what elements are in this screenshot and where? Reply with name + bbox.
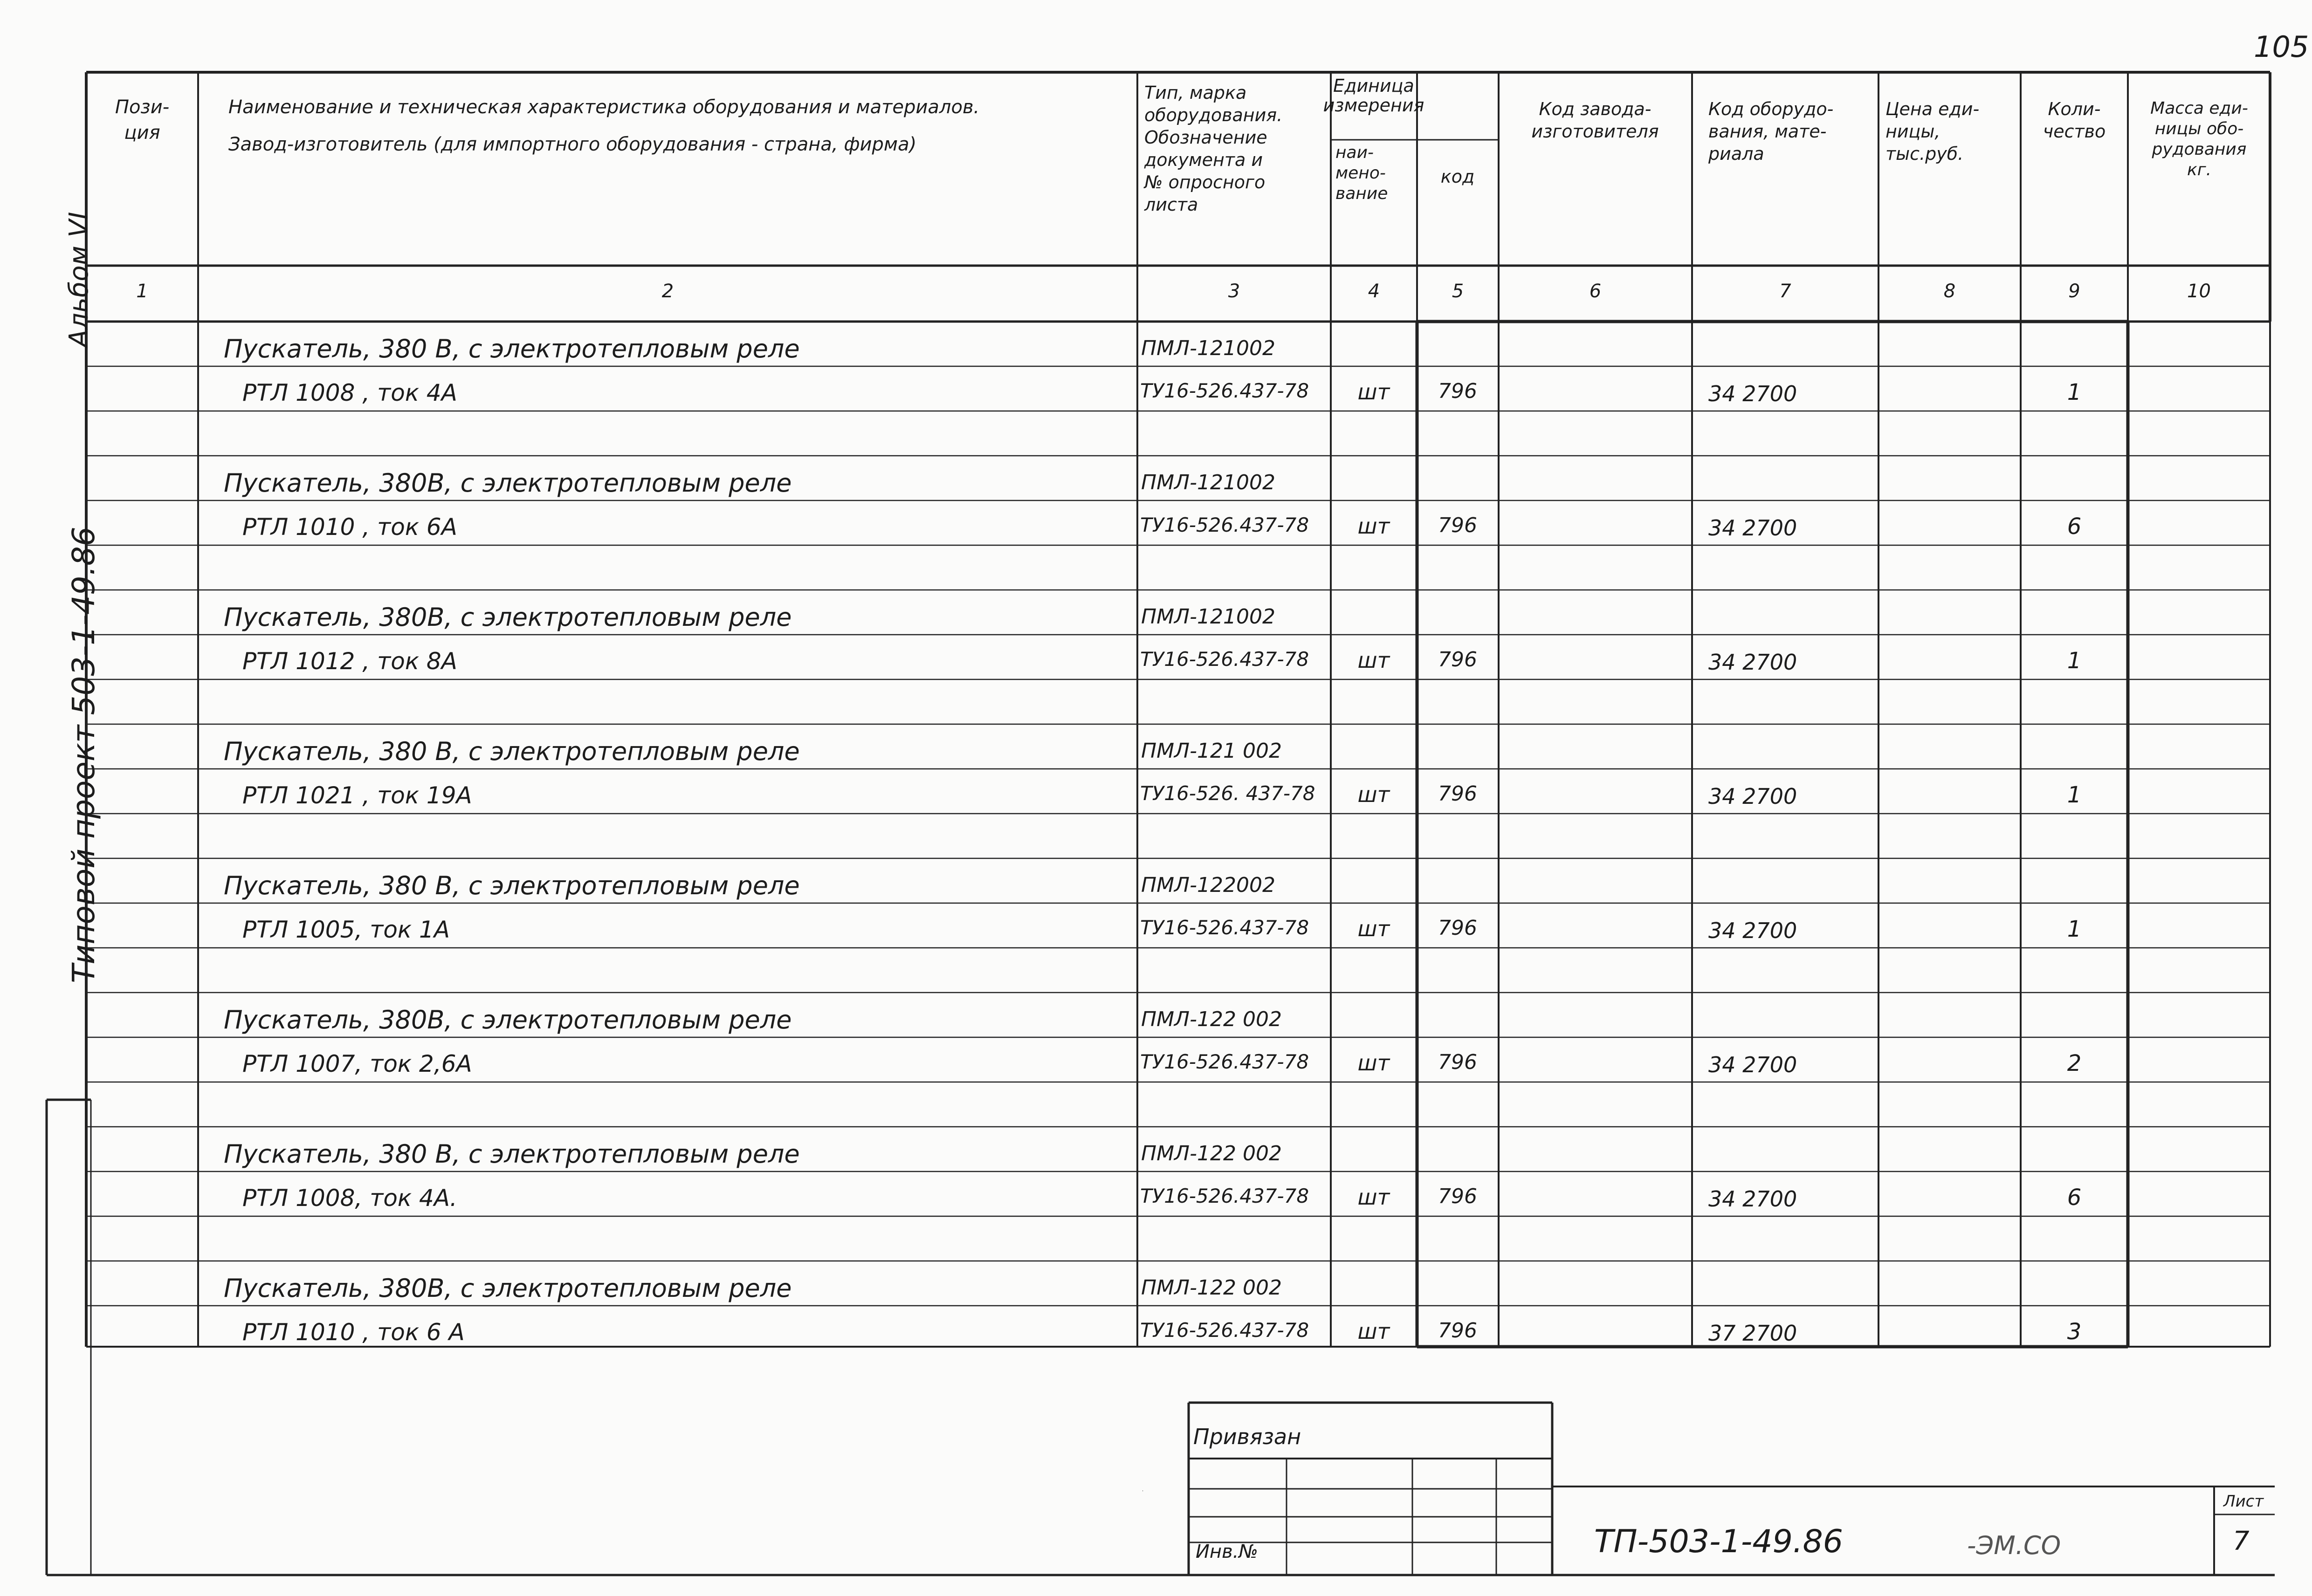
item-relay: РТЛ 1008 , ток 4А [242,379,457,406]
header-equip-code: вания, мате- [1708,121,1827,142]
item-type: ПМЛ-121 002 [1141,739,1282,763]
item-doc: ТУ16-526.437-78 [1140,916,1309,939]
column-number: 1 [136,281,148,302]
item-qty: 1 [2067,648,2082,674]
item-relay: РТЛ 1010 , ток 6 А [242,1319,465,1346]
item-equip-code: 34 2700 [1708,784,1797,809]
header-equip-code: риала [1708,144,1764,164]
stamp-sheet-label: Лист [2223,1492,2264,1511]
stamp-bound-label: Привязан [1193,1424,1301,1449]
column-number: 9 [2068,281,2080,302]
item-unit: шт [1357,514,1390,539]
item-type: ПМЛ-121002 [1141,336,1275,360]
stamp-doc-suffix: -ЭМ.СО [1967,1531,2061,1560]
item-unit: шт [1357,782,1390,807]
header-position: Пози- [115,96,170,118]
header-unit-code: код [1440,166,1475,187]
header-position: ция [124,122,160,144]
column-number: 2 [661,281,674,302]
item-relay: РТЛ 1008, ток 4А. [242,1185,457,1212]
header-plant-code: изготовителя [1531,121,1659,142]
stamp-inv-label: Инв.№ [1196,1541,1258,1562]
header-unit: измерения [1323,95,1424,116]
item-doc: ТУ16-526.437-78 [1140,1050,1309,1073]
item-unit-code: 796 [1438,1319,1477,1343]
item-name: Пускатель, 380В, с электротепловым реле [224,468,792,498]
stamp-doc-code: ТП-503-1-49.86 [1594,1523,1844,1560]
item-relay: РТЛ 1012 , ток 8А [242,648,457,675]
item-unit-code: 796 [1438,1185,1477,1208]
item-unit: шт [1357,379,1390,404]
column-number: 3 [1228,281,1240,302]
item-doc: ТУ16-526.437-78 [1140,1185,1309,1207]
item-name: Пускатель, 380 В, с электротепловым реле [224,334,800,363]
item-equip-code: 37 2700 [1708,1321,1797,1346]
item-unit-code: 796 [1438,514,1477,537]
header-equip-code: Код оборудо- [1708,99,1834,119]
item-equip-code: 34 2700 [1708,1052,1797,1077]
item-name: Пускатель, 380 В, с электротепловым реле [224,737,800,766]
item-unit-code: 796 [1438,782,1477,806]
scan-dot: . [1142,1487,1144,1493]
album-label: Альбом VI [64,212,94,348]
column-number: 4 [1368,281,1380,302]
item-qty: 1 [2067,782,2082,808]
item-equip-code: 34 2700 [1708,515,1797,541]
column-number: 10 [2187,281,2211,302]
item-doc: ТУ16-526.437-78 [1140,514,1309,536]
header-type: оборудования. [1144,105,1283,125]
page-number: 105 [2254,30,2309,64]
header-unit: Единица [1333,75,1414,96]
item-qty: 3 [2067,1319,2082,1345]
item-doc: ТУ16-526. 437-78 [1140,782,1315,805]
item-doc: ТУ16-526.437-78 [1140,1319,1309,1342]
item-type: ПМЛ-122002 [1141,873,1275,897]
item-type: ПМЛ-122 002 [1141,1276,1282,1300]
header-mass: кг. [2187,160,2212,179]
item-unit-code: 796 [1438,1050,1477,1074]
header-mass: рудования [2152,140,2247,159]
item-type: ПМЛ-122 002 [1141,1007,1282,1031]
item-name: Пускатель, 380 В, с электротепловым реле [224,1139,800,1169]
header-type: № опросного [1144,172,1266,192]
item-equip-code: 34 2700 [1708,1186,1797,1212]
item-type: ПМЛ-122 002 [1141,1142,1282,1165]
item-equip-code: 34 2700 [1708,650,1797,675]
header-type: Тип, марка [1144,82,1247,103]
item-unit-code: 796 [1438,379,1477,403]
header-unit-name: наи- [1335,143,1374,162]
header-mass: Масса еди- [2150,99,2248,118]
item-unit-code: 796 [1438,916,1477,940]
item-equip-code: 34 2700 [1708,918,1797,943]
item-doc: ТУ16-526.437-78 [1140,379,1309,402]
header-price: ницы, [1885,121,1940,142]
item-qty: 6 [2067,1185,2082,1211]
item-relay: РТЛ 1005, ток 1А [242,916,450,943]
column-number: 8 [1943,281,1956,302]
header-price: тыс.руб. [1885,144,1964,164]
item-qty: 6 [2067,514,2082,540]
item-name: Пускатель, 380В, с электротепловым реле [224,1274,792,1303]
header-qty: Коли- [2048,99,2101,119]
item-qty: 1 [2067,916,2082,942]
item-unit-code: 796 [1438,648,1477,671]
column-number: 6 [1589,281,1602,302]
item-relay: РТЛ 1007, ток 2,6А [242,1050,472,1077]
header-plant-code: Код завода- [1539,99,1651,119]
header-type: Обозначение [1144,127,1267,148]
item-qty: 1 [2067,379,2082,405]
item-unit: шт [1357,1185,1390,1210]
header-name: Наименование и техническая характеристика оборудования и материалов. [228,96,980,118]
item-relay: РТЛ 1021 , ток 19А [242,782,472,809]
column-number: 7 [1779,281,1791,302]
item-equip-code: 34 2700 [1708,381,1797,406]
header-type: документа и [1144,150,1263,170]
item-relay: РТЛ 1010 , ток 6А [242,514,457,541]
header-unit-name: вание [1335,184,1388,203]
column-number: 5 [1452,281,1464,302]
item-name: Пускатель, 380В, с электротепловым реле [224,1005,792,1034]
stamp-sheet-number: 7 [2233,1526,2250,1556]
item-unit: шт [1357,916,1390,941]
header-unit-name: мено- [1335,164,1386,183]
item-name: Пускатель, 380В, с электротепловым реле [224,603,792,632]
header-type: листа [1144,194,1198,215]
item-unit: шт [1357,1319,1390,1344]
item-unit: шт [1357,1050,1390,1075]
item-name: Пускатель, 380 В, с электротепловым реле [224,871,800,900]
item-qty: 2 [2067,1050,2082,1076]
item-type: ПМЛ-121002 [1141,471,1275,494]
header-qty: чество [2043,121,2106,142]
item-doc: ТУ16-526.437-78 [1140,648,1309,671]
header-name: Завод-изготовитель (для импортного оборудования - страна, фирма) [228,134,917,155]
header-mass: ницы обо- [2154,119,2244,138]
item-unit: шт [1357,648,1390,673]
project-label: Типовой проект 503-1-49.86 [66,527,102,983]
item-type: ПМЛ-121002 [1141,605,1275,629]
header-price: Цена еди- [1885,99,1980,119]
